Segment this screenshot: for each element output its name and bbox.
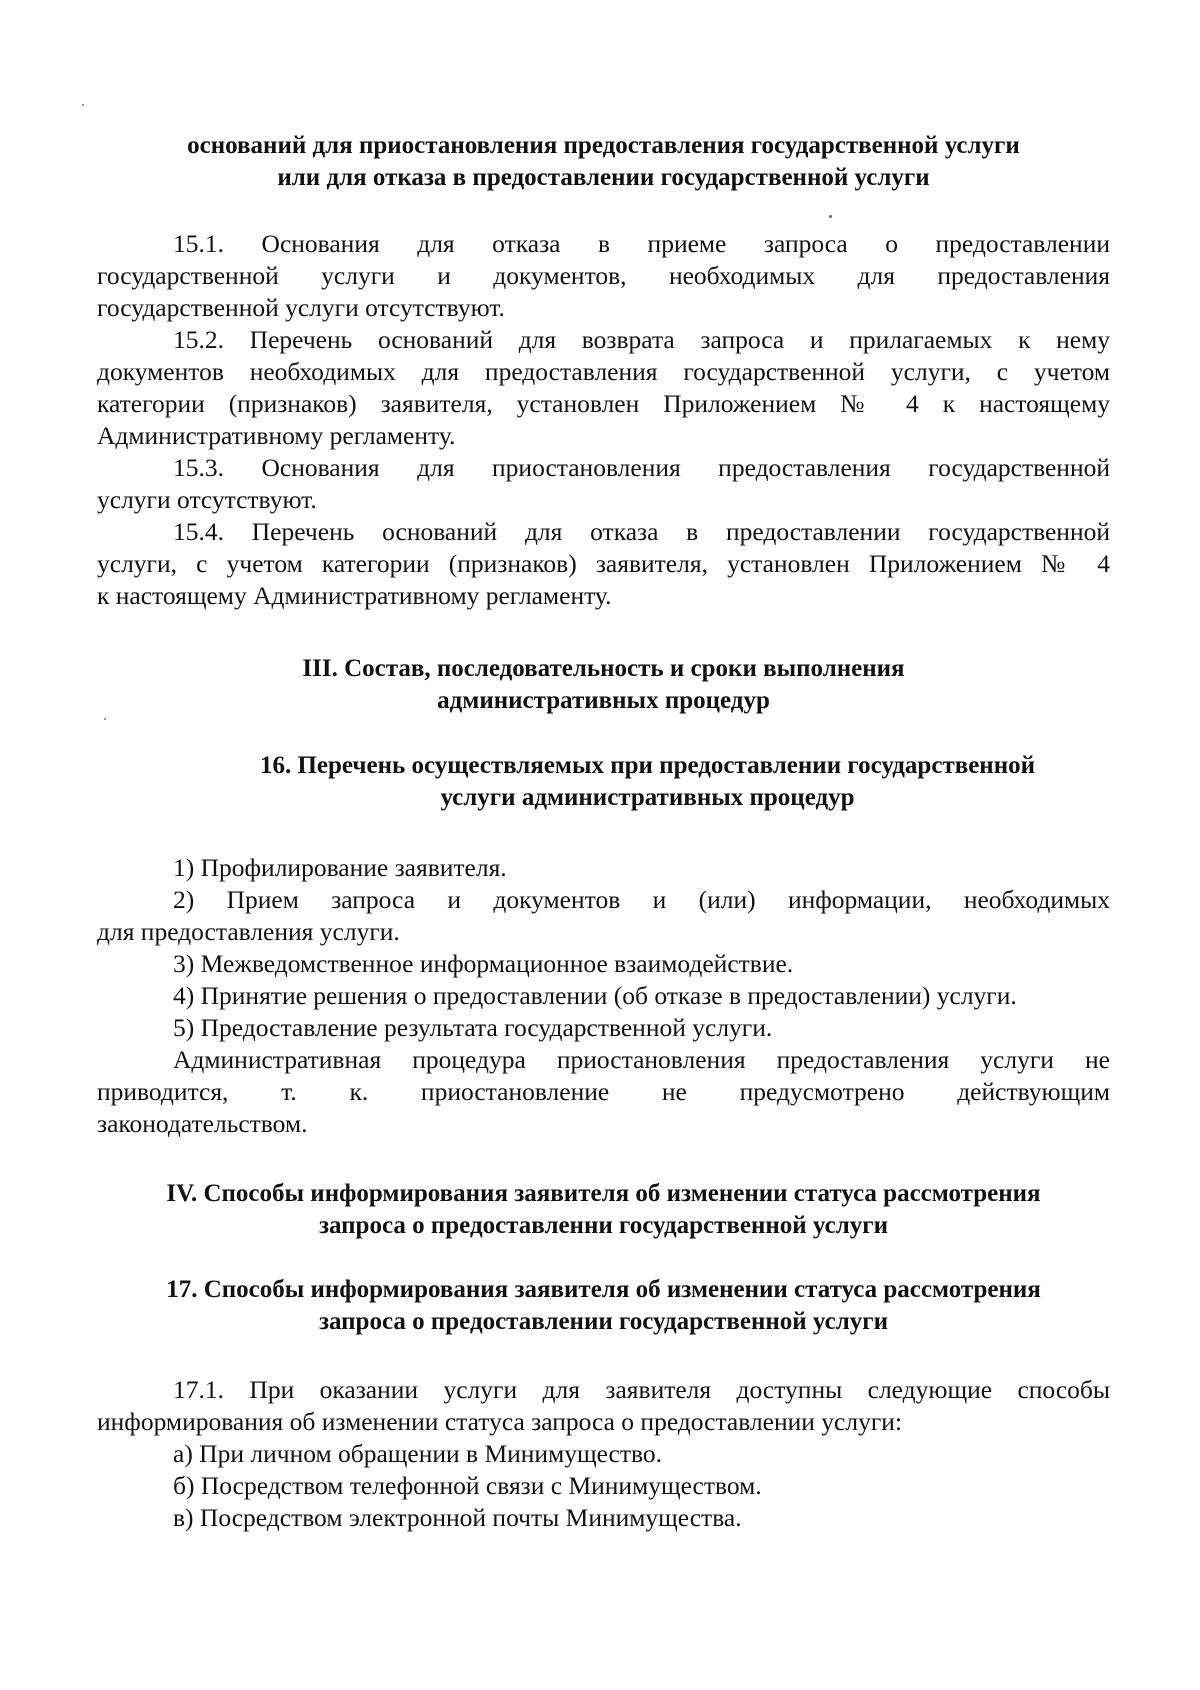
text-line: услуги, с учетом категории (признаков) заявителя, установлен Приложением № 4	[97, 549, 1110, 578]
scan-speck	[104, 718, 106, 720]
list-item: в) Посредством электронной почты Минимущества.	[173, 1503, 742, 1532]
heading-line: 16. Перечень осуществляемых при предоставлении государственной	[259, 752, 1036, 779]
text-line: 15.2. Перечень оснований для возврата запроса и прилагаемых к нему	[173, 325, 1110, 354]
text-line: государственной услуги и документов, необходимых для предоставления	[97, 261, 1110, 290]
paragraph-15-1	[97, 228, 1110, 324]
list-item: 1) Профилирование заявителя.	[173, 853, 507, 882]
section-heading-iii	[96, 653, 1111, 717]
text-line: 17.1. При оказании услуги для заявителя доступны следующие способы	[173, 1375, 1110, 1404]
heading-line: запроса о предоставлении государственной услуги	[318, 1308, 889, 1335]
text-line: 15.3. Основания для приостановления предоставления государственной	[173, 453, 1110, 482]
list-item: 5) Предоставление результата государственной услуги.	[173, 1013, 773, 1042]
list-item-continuation: для предоставления услуги.	[97, 917, 400, 946]
heading-line: 17. Способы информирования заявителя об изменении статуса рассмотрения	[166, 1276, 1041, 1303]
list-item: б) Посредством телефонной связи с Минимуществом.	[173, 1471, 762, 1500]
text-line: информирования об изменении статуса запроса о предоставлении услуги:	[97, 1407, 903, 1436]
text-line: услуги отсутствуют.	[97, 485, 317, 514]
list-item: а) При личном обращении в Минимущество.	[173, 1439, 663, 1468]
heading-line: услуги административных процедур	[440, 784, 855, 811]
paragraph-16-note	[97, 1044, 1110, 1140]
scan-speck	[829, 215, 832, 218]
scan-speck	[82, 104, 84, 106]
heading-17	[96, 1274, 1111, 1338]
heading-line: IV. Способы информирования заявителя об изменении статуса рассмотрения	[166, 1180, 1041, 1207]
paragraph-17-1	[97, 1374, 1110, 1534]
paragraph-15-4	[97, 516, 1110, 612]
text-line: Административная процедура приостановления предоставления услуги не	[173, 1045, 1110, 1074]
text-line: документов необходимых для предоставления государственной услуги, с учетом	[97, 357, 1110, 386]
text-line: приводится, т. к. приостановление не предусмотрено действующим	[97, 1077, 1110, 1106]
heading-line: запроса о предоставленни государственной услуги	[318, 1212, 889, 1239]
heading-line: административных процедур	[437, 687, 770, 714]
text-line: законодательством.	[97, 1109, 308, 1138]
heading-line: III. Состав, последовательность и сроки выполнения	[302, 655, 905, 682]
text-line: Административному регламенту.	[97, 421, 456, 450]
heading-line: или для отказа в предоставлении государственной услуги	[277, 164, 930, 191]
list-item: 4) Принятие решения о предоставлении (об отказе в предоставлении) услуги.	[173, 981, 1017, 1010]
list-16	[97, 852, 1110, 1044]
paragraph-15-3	[97, 452, 1110, 516]
text-line: к настоящему Административному регламенту.	[97, 581, 612, 610]
text-line: категории (признаков) заявителя, установлен Приложением № 4 к настоящему	[97, 389, 1110, 418]
section-heading-iv	[96, 1178, 1111, 1242]
heading-grounds-suspension	[96, 130, 1111, 194]
text-line: государственной услуги отсутствуют.	[97, 293, 505, 322]
text-line: 15.1. Основания для отказа в приеме запроса о предоставлении	[173, 229, 1110, 258]
paragraph-15-2	[97, 324, 1110, 452]
list-item: 2) Прием запроса и документов и (или) информации, необходимых	[173, 885, 1110, 914]
heading-16	[140, 750, 1155, 814]
heading-line: оснований для приостановления предоставления государственной услуги	[187, 132, 1020, 159]
list-item: 3) Межведомственное информационное взаимодействие.	[173, 949, 794, 978]
text-line: 15.4. Перечень оснований для отказа в предоставлении государственной	[173, 517, 1110, 546]
